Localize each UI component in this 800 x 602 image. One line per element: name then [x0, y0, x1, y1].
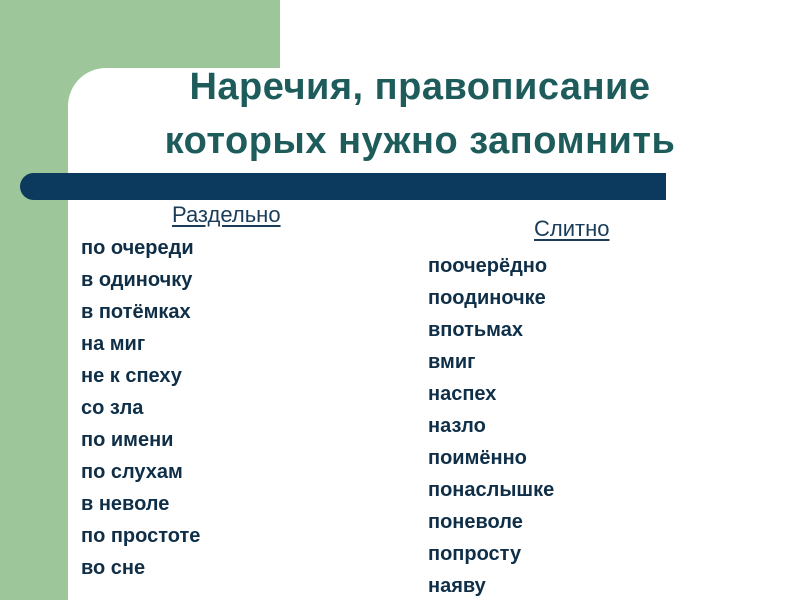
left-word-item: во сне — [81, 557, 146, 579]
left-word-list — [81, 232, 200, 584]
right-word-item: поодиночке — [428, 287, 546, 309]
right-word-item: попросту — [428, 543, 522, 565]
right-word-item: наспех — [428, 383, 497, 405]
right-column-header: Слитно — [534, 216, 610, 241]
right-word-item: назло — [428, 415, 486, 437]
left-column-header: Раздельно — [172, 202, 281, 227]
right-word-item: поочерёдно — [428, 255, 548, 277]
left-word-item: в неволе — [81, 493, 170, 515]
slide-title-line-1: Наречия, правописание — [189, 66, 651, 108]
left-word-item: в потёмках — [81, 301, 191, 323]
left-word-item: со зла — [81, 397, 144, 419]
right-word-item: впотьмах — [428, 319, 523, 341]
left-word-item: по очереди — [81, 237, 194, 259]
right-word-item: понаслышке — [428, 479, 555, 501]
left-word-item: в одиночку — [81, 269, 193, 291]
slide-title — [90, 60, 750, 168]
right-word-item: поимённо — [428, 447, 527, 469]
right-word-list — [428, 250, 554, 602]
title-divider-bar — [20, 173, 666, 200]
left-word-item: на миг — [81, 333, 146, 355]
left-word-item: по простоте — [81, 525, 201, 547]
slide-title-line-2: которых нужно запомнить — [164, 120, 676, 162]
right-word-item: вмиг — [428, 351, 476, 373]
right-word-item: наяву — [428, 575, 486, 597]
right-word-item: поневоле — [428, 511, 523, 533]
left-word-item: по слухам — [81, 461, 183, 483]
left-word-item: не к спеху — [81, 365, 182, 387]
left-word-item: по имени — [81, 429, 174, 451]
